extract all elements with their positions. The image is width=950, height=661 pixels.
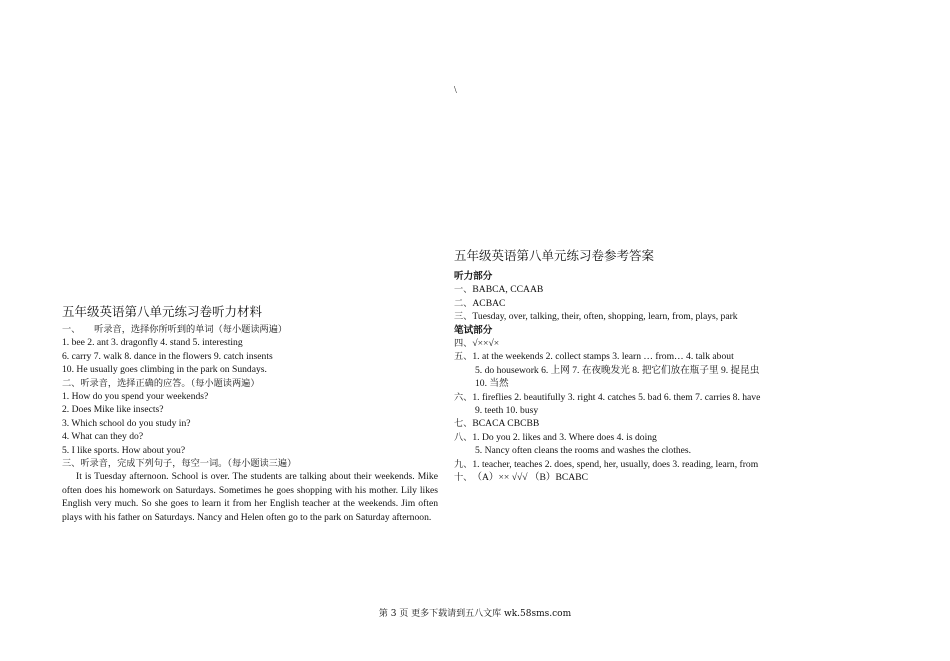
section2-line-4: 4. What can they do? — [62, 431, 144, 443]
answer-3 — [454, 310, 824, 323]
listening-material-column — [62, 304, 438, 524]
section2-line-2: 2. Does Mike like insects? — [62, 404, 164, 416]
answer-10-text: （A）×× √√√ （B）BCABC — [472, 472, 589, 484]
answer-3-number: 三、 — [454, 311, 473, 323]
answer-5-continued-2: 10. 当然 — [475, 378, 509, 390]
section1-line-1: 1. bee 2. ant 3. dragonfly 4. stand 5. interesting — [62, 337, 243, 349]
section1-heading: 一、 听录音，选择你所听到的单词（每小题读两遍） — [62, 324, 288, 335]
answer-8 — [454, 431, 824, 444]
page-footer: 第 3 页 更多下载请到五八文库 wk.58sms.com — [378, 609, 572, 619]
answer-6-number: 六、 — [454, 391, 473, 403]
answer-1-number: 一、 — [454, 284, 473, 296]
answer-2 — [454, 297, 824, 310]
answer-5-continued-1: 5. do housework 6. 上网 7. 在夜晚发光 8. 把它们放在瓶子里 9. 捉昆虫 — [475, 364, 760, 376]
section3-heading: 三、听录音，完成下列句子，每空一词。（每小题读三遍） — [62, 458, 297, 470]
answer-1 — [454, 283, 824, 296]
answer-4-text: √××√× — [472, 338, 500, 350]
section2-line-5: 5. I like sports. How about you? — [62, 444, 186, 456]
answer-6 — [454, 391, 824, 404]
listening-part-label: 听力部分 — [454, 271, 493, 282]
answer-4-number: 四、 — [454, 338, 473, 350]
written-part-label: 笔试部分 — [454, 324, 493, 336]
top-mark: \ — [454, 85, 457, 96]
answer-10-number: 十、 — [454, 472, 473, 484]
answer-9-text: 1. teacher, teaches 2. does, spend, her, usually, does 3. reading, learn, from — [472, 458, 759, 470]
answer-3-text: Tuesday, over, talking, their, often, shopping, learn, from, plays, park — [472, 311, 738, 323]
answer-9-number: 九、 — [454, 458, 473, 470]
answer-7 — [454, 417, 824, 430]
answer-2-text: ACBAC — [472, 297, 506, 309]
section1-line-3: 10. He usually goes climbing in the park on Sundays. — [62, 364, 267, 376]
answer-7-number: 七、 — [454, 418, 473, 430]
section2-heading: 二、听录音，选择正确的应答。（每小题读两遍） — [62, 377, 260, 389]
answer-5-text: 1. at the weekends 2. collect stamps 3. learn … from… 4. talk about — [472, 351, 734, 363]
answer-6-text: 1. fireflies 2. beautifully 3. right 4. catches 5. bad 6. them 7. carries 8. have — [472, 391, 761, 403]
answer-8-continued-1: 5. Nancy often cleans the rooms and washes the clothes. — [475, 445, 692, 457]
answer-5 — [454, 350, 824, 363]
answer-7-text: BCACA CBCBB — [472, 418, 540, 430]
answer-8-text: 1. Do you 2. likes and 3. Where does 4. is doing — [472, 431, 657, 443]
section3-paragraph: It is Tuesday afternoon. School is over. The students are talking about their weekends. Mike often does his homework on Saturdays. Sometimes he goes shopping with his mother. Lily likes English very much. So she goes to learn it from her English teacher at the weekends. Jim often plays with his father on Saturdays. Nancy and Helen often go to the park on Saturday afternoon. — [62, 471, 438, 523]
answer-10 — [454, 471, 824, 484]
answer-5-number: 五、 — [454, 351, 473, 363]
section2-line-1: 1. How do you spend your weekends? — [62, 391, 209, 403]
listening-material-title: 五年级英语第八单元练习卷听力材料 — [62, 304, 263, 319]
answer-9 — [454, 458, 824, 471]
answer-2-number: 二、 — [454, 297, 473, 309]
answer-6-continued-1: 9. teeth 10. busy — [475, 405, 539, 417]
section1-line-2: 6. carry 7. walk 8. dance in the flowers 9. catch insents — [62, 350, 273, 362]
answer-8-number: 八、 — [454, 431, 473, 443]
answer-1-text: BABCA, CCAAB — [472, 284, 544, 296]
answer-key-title: 五年级英语第八单元练习卷参考答案 — [454, 248, 655, 263]
answer-4 — [454, 337, 824, 350]
section2-line-3: 3. Which school do you study in? — [62, 417, 191, 429]
answer-key-column — [454, 248, 824, 485]
